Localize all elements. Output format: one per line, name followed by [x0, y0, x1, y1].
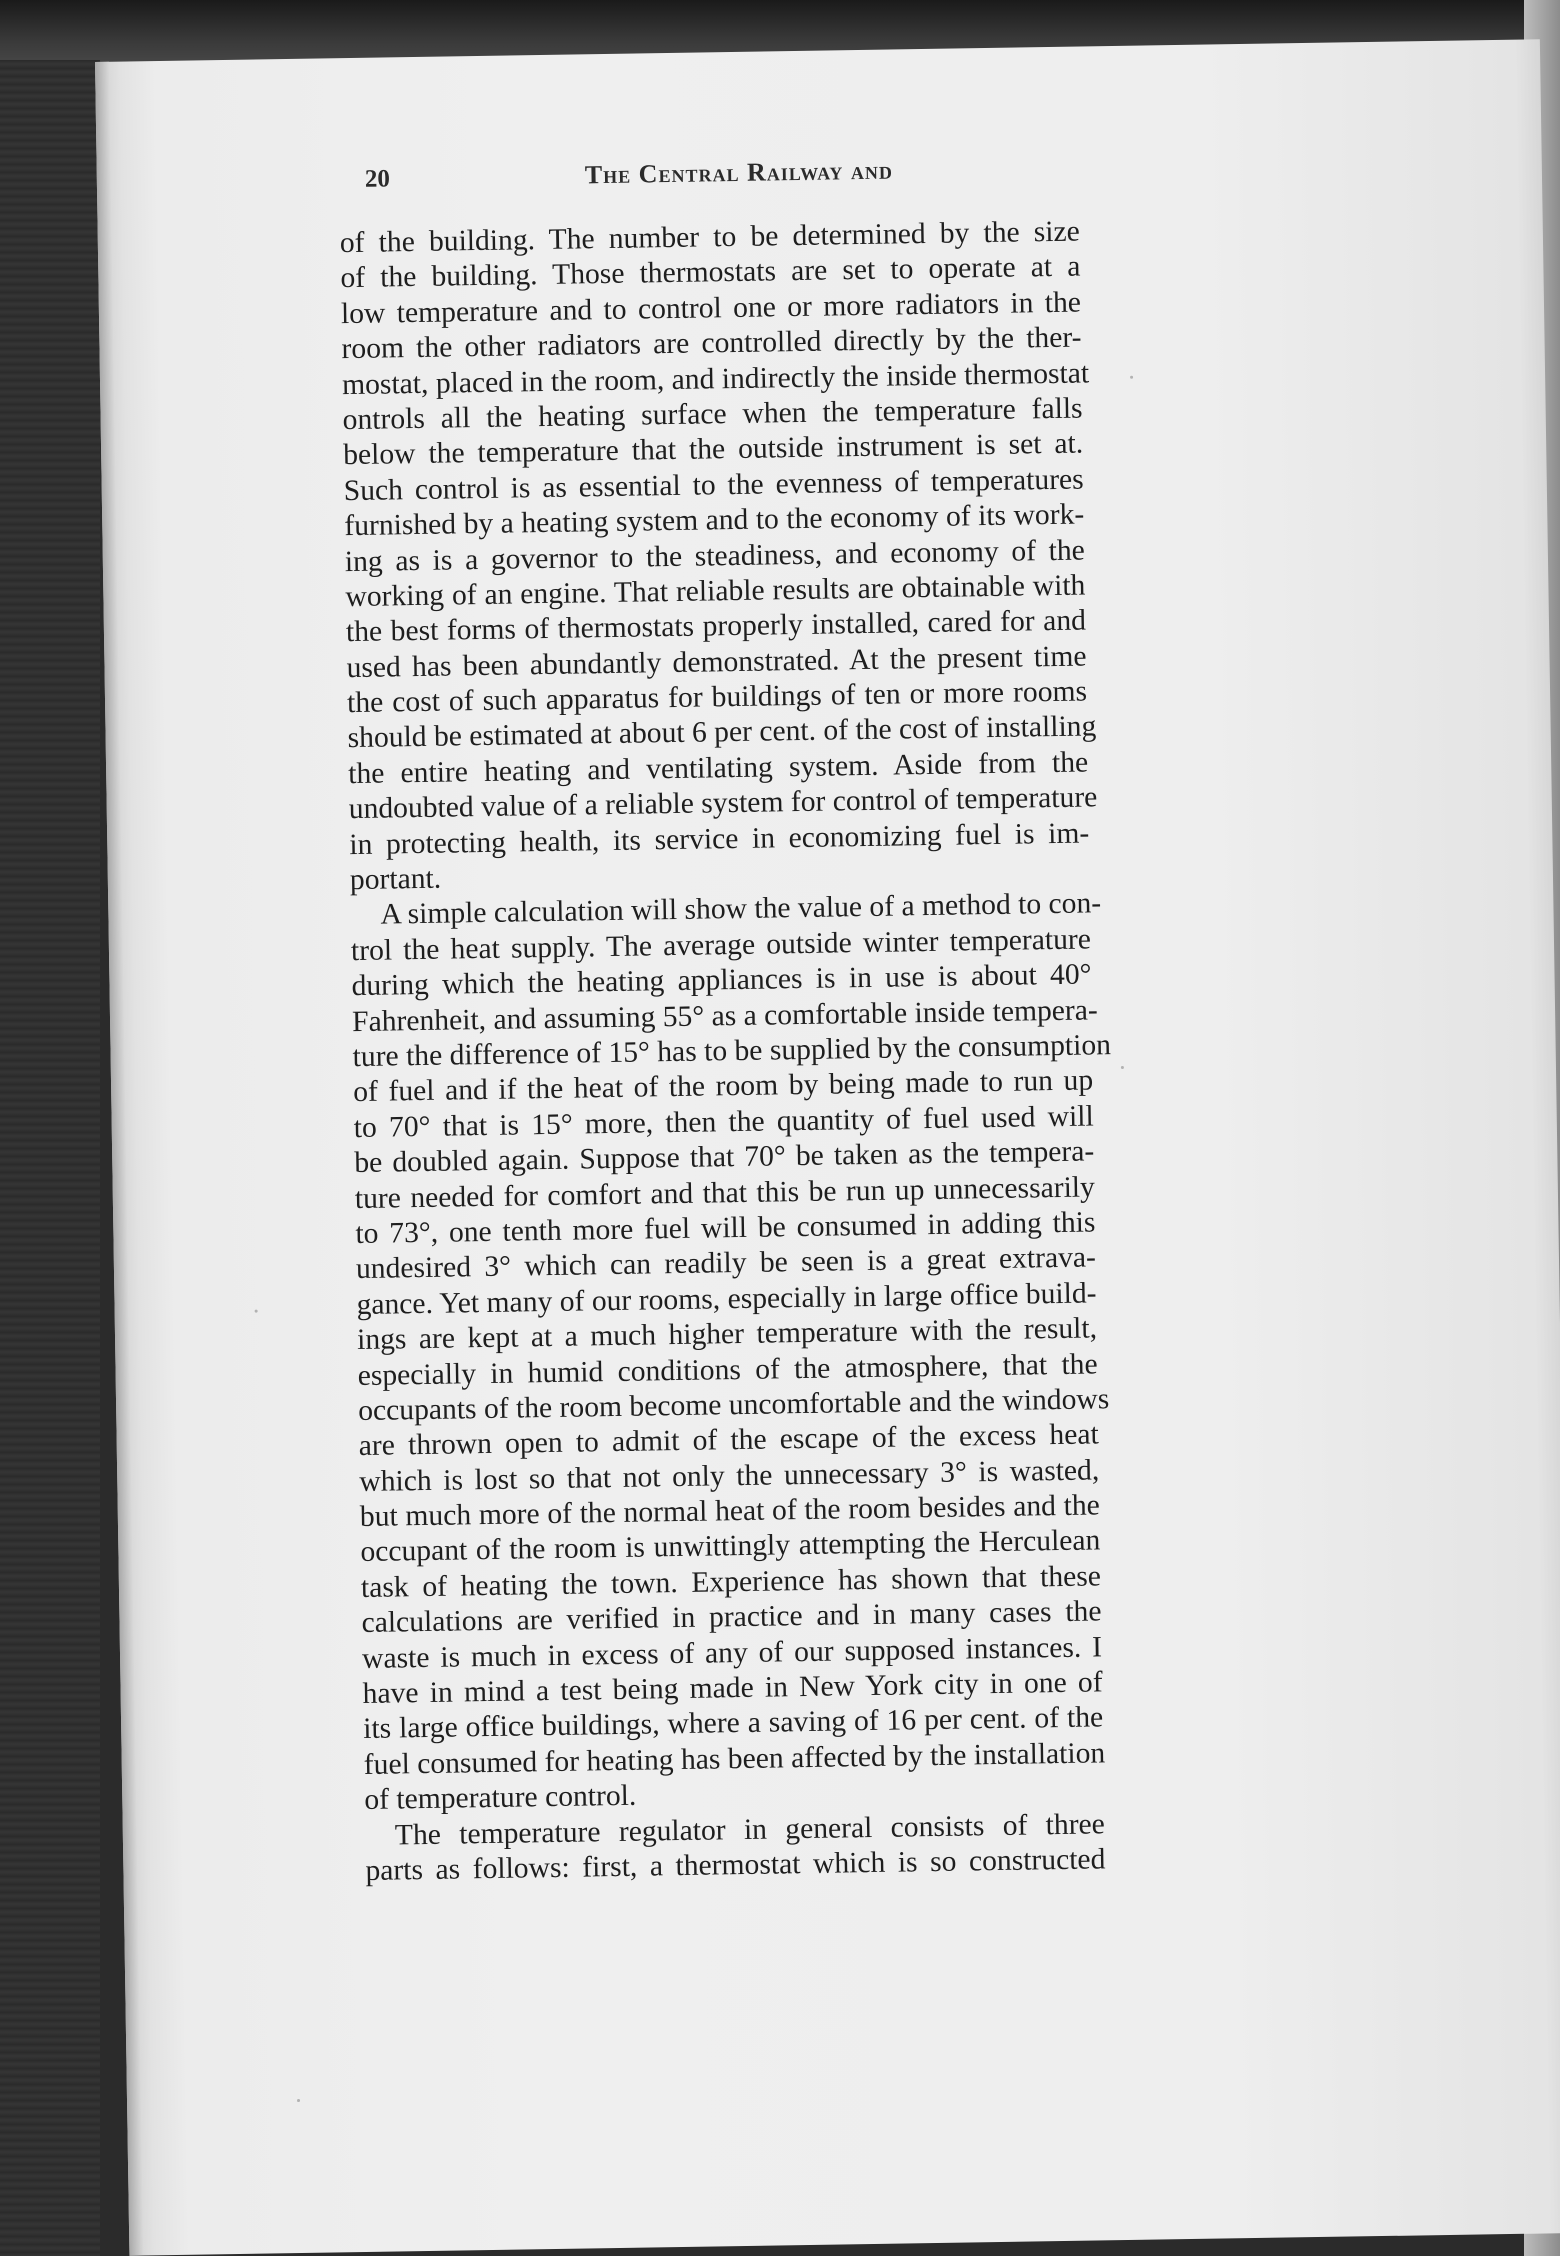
text-line: room the other radiators are controlled directly by the ther- — [341, 321, 1082, 366]
text-line: of the building. Those thermostats are set to operate at a — [340, 250, 1081, 295]
text-line: occupants of the room become uncomfortable and the windows — [357, 1383, 1110, 1427]
text-line: occupant of the room is unwittingly attempting the Herculean — [360, 1524, 1101, 1569]
text-line: fuel consumed for heating has been affected by the installation — [363, 1737, 1106, 1781]
body-text — [339, 215, 1112, 1890]
text-line: low temperature and to control one or more radiators in the — [340, 286, 1082, 330]
text-line: in protecting health, its service in economizing fuel is im- — [349, 817, 1090, 861]
page-paper — [95, 39, 1560, 2255]
text-line: Fahrenheit, and assuming 55° as a comfortable inside tempera- — [351, 993, 1098, 1038]
text-line: trol the heat supply. The average outside winter temperature — [350, 923, 1092, 967]
text-line: which is lost so that not only the unnecessary 3° is wasted, — [359, 1454, 1100, 1498]
text-line: ing as is a governor to the steadiness, and economy of the — [344, 534, 1086, 578]
text-line: have in mind a test being made in New York city in one of — [362, 1666, 1103, 1711]
text-line: ture the difference of 15° has to be supplied by the consumption — [352, 1029, 1112, 1074]
text-line: used has been abundantly demonstrated. At the present time — [346, 640, 1087, 684]
text-line: calculations are verified in practice and in many cases the — [361, 1595, 1102, 1640]
text-line: its large office buildings, where a saving of 16 per cent. of the — [362, 1701, 1104, 1746]
text-line: furnished by a heating system and to the economy of its work- — [344, 498, 1085, 543]
text-line: parts as follows: first, a thermostat which is so constructed — [365, 1843, 1106, 1887]
text-line: undoubted value of a reliable system for control of temperature — [348, 781, 1098, 826]
text-line: gance. Yet many of our rooms, especially in large office build- — [356, 1277, 1097, 1321]
text-line: The temperature regulator in general consists of three — [394, 1807, 1106, 1852]
text-line: ture needed for comfort and that this be run up unnecessarily — [354, 1170, 1096, 1215]
text-line: the entire heating and ventilating system. Aside from the — [347, 746, 1089, 790]
text-line: Such control is as essential to the evenness of temperatures — [343, 463, 1084, 507]
text-line: should be estimated at about 6 per cent. of the cost of installing — [347, 710, 1097, 755]
paper-speck — [255, 1310, 258, 1313]
text-line: below the temperature that the outside instrument is set at. — [342, 427, 1084, 472]
paper-speck — [1121, 1066, 1124, 1069]
text-line: task of heating the town. Experience has shown that these — [360, 1560, 1102, 1604]
text-line: especially in humid conditions of the atmosphere, that the — [357, 1347, 1098, 1392]
text-line: but much more of the normal heat of the room besides and the — [359, 1489, 1101, 1534]
paper-speck — [297, 2099, 300, 2102]
text-line: ontrols all the heating surface when the temperature falls — [342, 392, 1083, 437]
text-line: waste is much in excess of any of our supposed instances. I — [361, 1631, 1103, 1675]
text-line: A simple calculation will show the value of a method to con- — [380, 887, 1102, 932]
text-line: working of an engine. That reliable results are obtainable with — [345, 569, 1086, 614]
paper-speck — [1130, 376, 1133, 379]
text-line: be doubled again. Suppose that 70° be taken as the tempera- — [354, 1135, 1095, 1180]
text-line: of the building. The number to be determined by the size — [339, 215, 1081, 260]
text-line: during which the heating appliances is in use is about 40° — [351, 958, 1092, 1003]
running-title: The Central Railway and — [584, 155, 894, 190]
text-line: portant. — [349, 862, 442, 897]
text-line: to 73°, one tenth more fuel will be consumed in adding this — [355, 1206, 1096, 1250]
page-header — [365, 153, 1166, 206]
text-line: of fuel and if the heat of the room by being made to run up — [352, 1064, 1094, 1109]
text-line: the best forms of thermostats properly installed, cared for and — [345, 604, 1087, 649]
text-line: ings are kept at a much higher temperature with the result, — [356, 1312, 1098, 1357]
text-line: are thrown open to admit of the escape of the excess heat — [358, 1418, 1099, 1463]
text-line: undesired 3° which can readily be seen is a great extrava- — [355, 1241, 1097, 1286]
book-spine — [0, 60, 100, 2256]
text-line: of temperature control. — [364, 1779, 637, 1817]
page-number: 20 — [364, 165, 391, 193]
gutter-edge — [95, 62, 143, 2256]
text-line: mostat, placed in the room, and indirectly the inside thermostat — [341, 356, 1090, 401]
text-line: to 70° that is 15° more, then the quantity of fuel used will — [353, 1100, 1094, 1144]
text-line: the cost of such apparatus for buildings of ten or more rooms — [346, 675, 1088, 720]
